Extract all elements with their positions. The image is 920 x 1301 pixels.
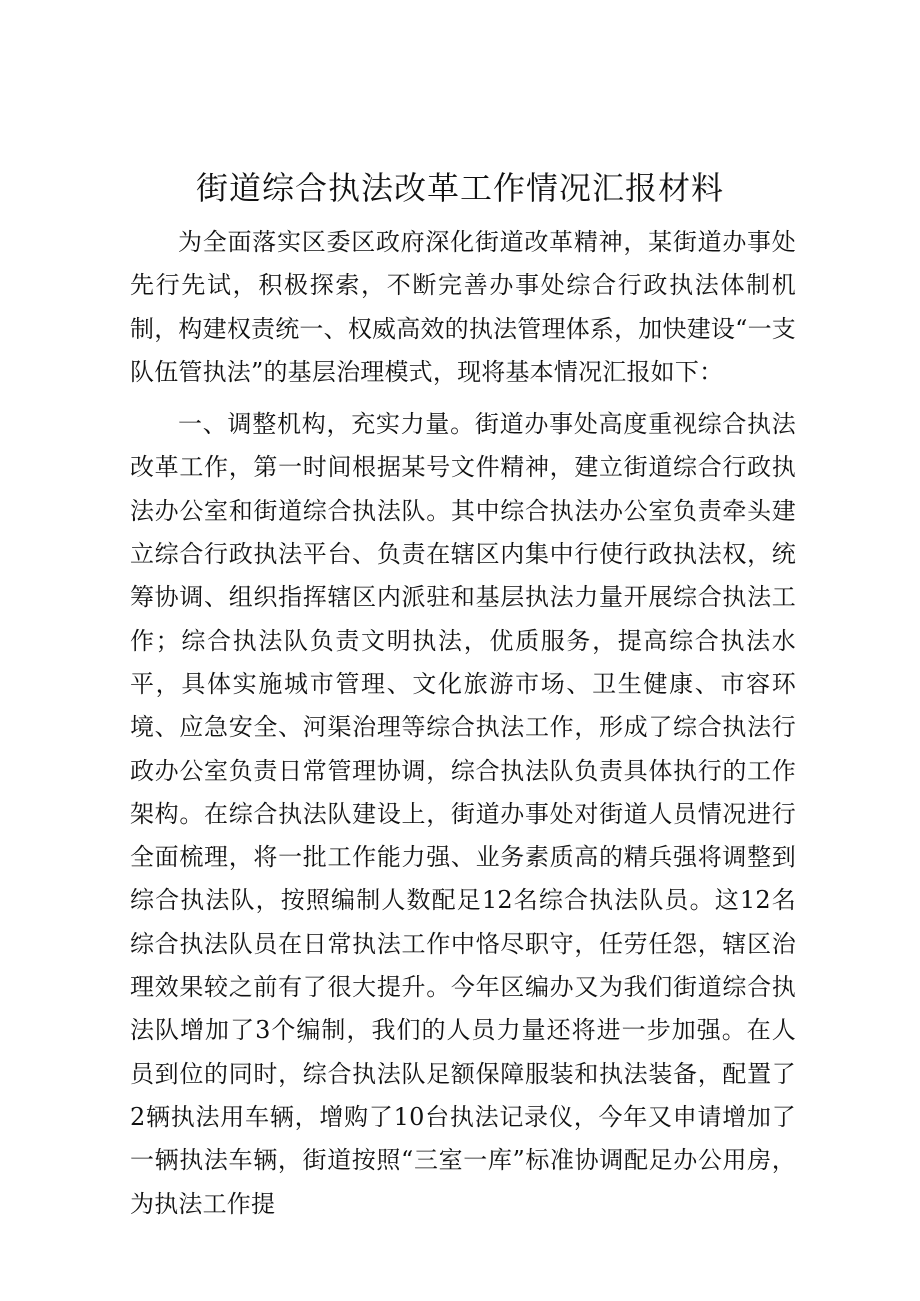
section-one-paragraph: 一、调整机构，充实力量。街道办事处高度重视综合执法改革工作，第一时间根据某号文件精神，建立街道综合行政执法办公室和街道综合执法队。其中综合执法办公室负责牵头建立综合行政执法平台、负责在辖区内集中行使行政执法权，统筹协调、组织指挥辖区内派驻和基层执法力量开展综合执法工作；综合执法队负责文明执法，优质服务，提高综合执法水平，具体实施城市管理、文化旅游市场、卫生健康、市容环境、应急安全、河渠治理等综合执法工作，形成了综合执法行政办公室负责日常管理协调，综合执法队负责具体执行的工作架构。在综合执法队建设上，街道办事处对街道人员情况进行全面梳理，将一批工作能力强、业务素质高的精兵强将调整到综合执法队，按照编制人数配足12名综合执法队员。这12名综合执法队员在日常执法工作中恪尽职守，任劳任怨，辖区治理效果较之前有了很大提升。今年区编办又为我们街道综合执法队增加了3个编制，我们的人员力量还将进一步加强。在人员到位的同时，综合执法队足额保障服装和执法装备，配置了2辆执法用车辆，增购了10台执法记录仪，今年又申请增加了一辆执法车辆，街道按照“三室一库”标准协调配足办公用房，为执法工作提 bbox=[130, 410, 796, 1218]
document-body bbox=[130, 221, 796, 1226]
intro-paragraph: 为全面落实区委区政府深化街道改革精神，某街道办事处先行先试，积极探索，不断完善办事处综合行政执法体制机制，构建权责统一、权威高效的执法管理体系，加快建设“一支队伍管执法”的基层治理模式，现将基本情况汇报如下： bbox=[130, 228, 796, 386]
document-title: 街道综合执法改革工作情况汇报材料 bbox=[195, 169, 724, 207]
